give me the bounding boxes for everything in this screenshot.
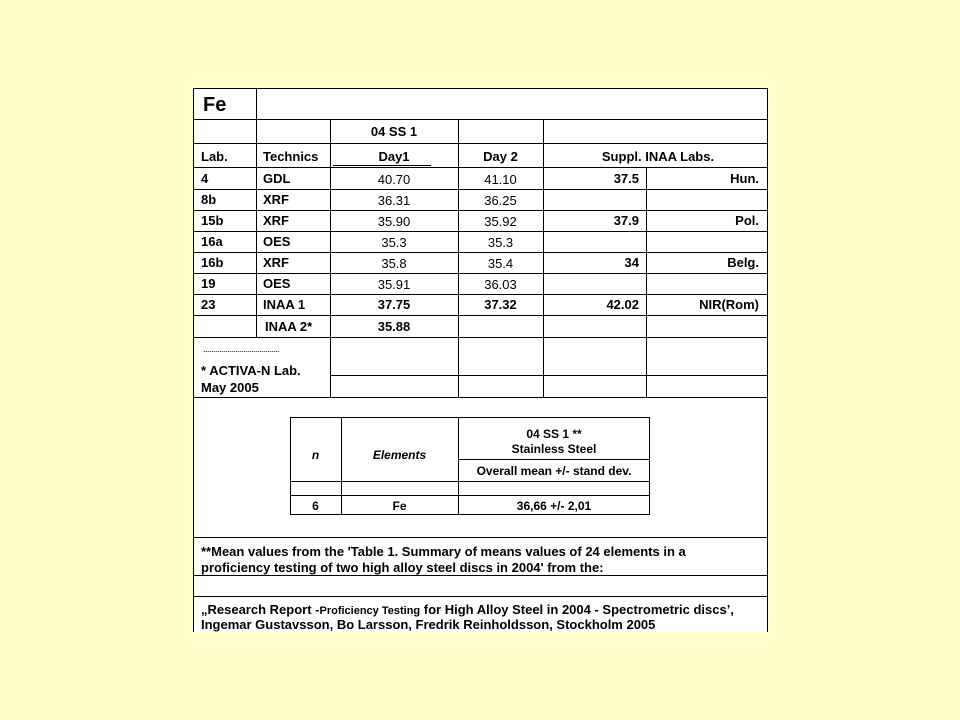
cell-day2: 35.4 (487, 256, 514, 271)
row-line (193, 119, 768, 120)
col-line (256, 119, 257, 337)
summary-row-line (290, 495, 650, 496)
row-line (193, 143, 768, 144)
cell-day1: 35.3 (381, 235, 407, 250)
summary-border-top (290, 417, 650, 418)
cell-tech: INAA 1 (263, 297, 306, 312)
cell-day1: 36.31 (377, 193, 411, 208)
summary-sample-header: 04 SS 1 ** (526, 427, 582, 441)
header-suppl: Suppl. INAA Labs. (601, 149, 715, 164)
header-lab: Lab. (201, 149, 228, 164)
border-top (193, 88, 768, 89)
cell-lab: 15b (201, 213, 224, 228)
header-underline (333, 165, 431, 166)
cell-tech: GDL (263, 171, 291, 186)
summary-table (290, 417, 650, 515)
row-line (193, 596, 768, 597)
cell-lab: 23 (201, 297, 216, 312)
cell-suppl-value: 37.5 (613, 171, 639, 186)
footnote-dots: ...................................... (203, 344, 280, 354)
cell-tech: XRF (263, 255, 289, 270)
reference-suffix: for High Alloy Steel in 2004 - Spectrometric discs’, (420, 602, 734, 617)
row-line (193, 537, 768, 538)
row-line (330, 375, 768, 376)
cell-tech: OES (263, 234, 291, 249)
row-line (193, 397, 768, 398)
summary-row-line (290, 481, 650, 482)
cell-suppl-country: NIR(Rom) (699, 297, 759, 312)
footnote-lab: * ACTIVA-N Lab. (201, 363, 301, 378)
cell-day1: 37.75 (377, 297, 411, 312)
summary-element-value: Fe (392, 499, 407, 513)
cell-lab: 16a (201, 234, 223, 249)
cell-suppl-value: 42.02 (606, 297, 639, 312)
sample-header: 04 SS 1 (370, 124, 418, 139)
row-line (193, 231, 768, 232)
cell-day1: 35.90 (377, 214, 411, 229)
cell-suppl-country: Pol. (735, 213, 759, 228)
cell-day1: 35.88 (377, 319, 411, 334)
row-line (193, 167, 768, 168)
summary-row-line (458, 459, 650, 460)
row-line (193, 294, 768, 295)
reference-emphasis: Proficiency Testing (319, 605, 421, 617)
cell-day2: 41.10 (484, 172, 517, 187)
header-day1: Day1 (378, 149, 410, 164)
cell-tech: XRF (263, 192, 289, 207)
note-line1: **Mean values from the 'Table 1. Summary of means values of 24 elements in a (201, 544, 686, 559)
header-day2: Day 2 (483, 149, 518, 164)
cell-tech: INAA 2* (265, 319, 313, 334)
cell-day2: 36.03 (484, 277, 517, 292)
row-line (193, 252, 768, 253)
cell-tech: XRF (263, 213, 289, 228)
reference-line2: Ingemar Gustavsson, Bo Larsson, Fredrik Reinholdsson, Stockholm 2005 (201, 617, 656, 632)
element-title: Fe (203, 94, 227, 116)
summary-border-bottom (290, 514, 650, 515)
col-line (646, 167, 647, 397)
row-line (193, 273, 768, 274)
cell-lab: 19 (201, 276, 216, 291)
header-technics: Technics (263, 149, 319, 164)
border-right (767, 88, 768, 632)
cell-lab: 8b (201, 192, 217, 207)
row-line (193, 189, 768, 190)
note-line2: proficiency testing of two high alloy steel discs in 2004' from the: (201, 560, 604, 575)
cell-suppl-country: Belg. (727, 255, 759, 270)
row-line (193, 315, 768, 316)
summary-n-value: 6 (312, 499, 319, 513)
cell-suppl-value: 37.9 (613, 213, 639, 228)
reference-prefix: „Research Report - (201, 602, 320, 617)
summary-stat-header: Overall mean +/- stand dev. (476, 464, 632, 478)
border-left (193, 88, 194, 632)
cell-lab: 4 (201, 171, 209, 186)
cell-lab: 16b (201, 255, 224, 270)
summary-elements-header: Elements (372, 448, 427, 462)
cell-tech: OES (263, 276, 291, 291)
cell-suppl-country: Hun. (730, 171, 759, 186)
cell-suppl-value: 34 (624, 255, 639, 270)
cell-day2: 35.3 (487, 235, 514, 250)
row-line (193, 337, 768, 338)
results-sheet (193, 88, 768, 632)
summary-mean-value: 36,66 +/- 2,01 (516, 499, 592, 513)
cell-day1: 35.91 (377, 277, 411, 292)
col-line (543, 119, 544, 143)
cell-day2: 37.32 (484, 297, 517, 312)
cell-day2: 35.92 (484, 214, 517, 229)
footnote-date: May 2005 (201, 380, 259, 395)
summary-n-header: n (311, 448, 320, 462)
cell-day1: 35.8 (381, 256, 407, 271)
col-line (256, 88, 257, 119)
cell-day2: 36.25 (484, 193, 517, 208)
row-line (193, 210, 768, 211)
summary-material: Stainless Steel (511, 442, 597, 456)
cell-day1: 40.70 (377, 172, 411, 187)
